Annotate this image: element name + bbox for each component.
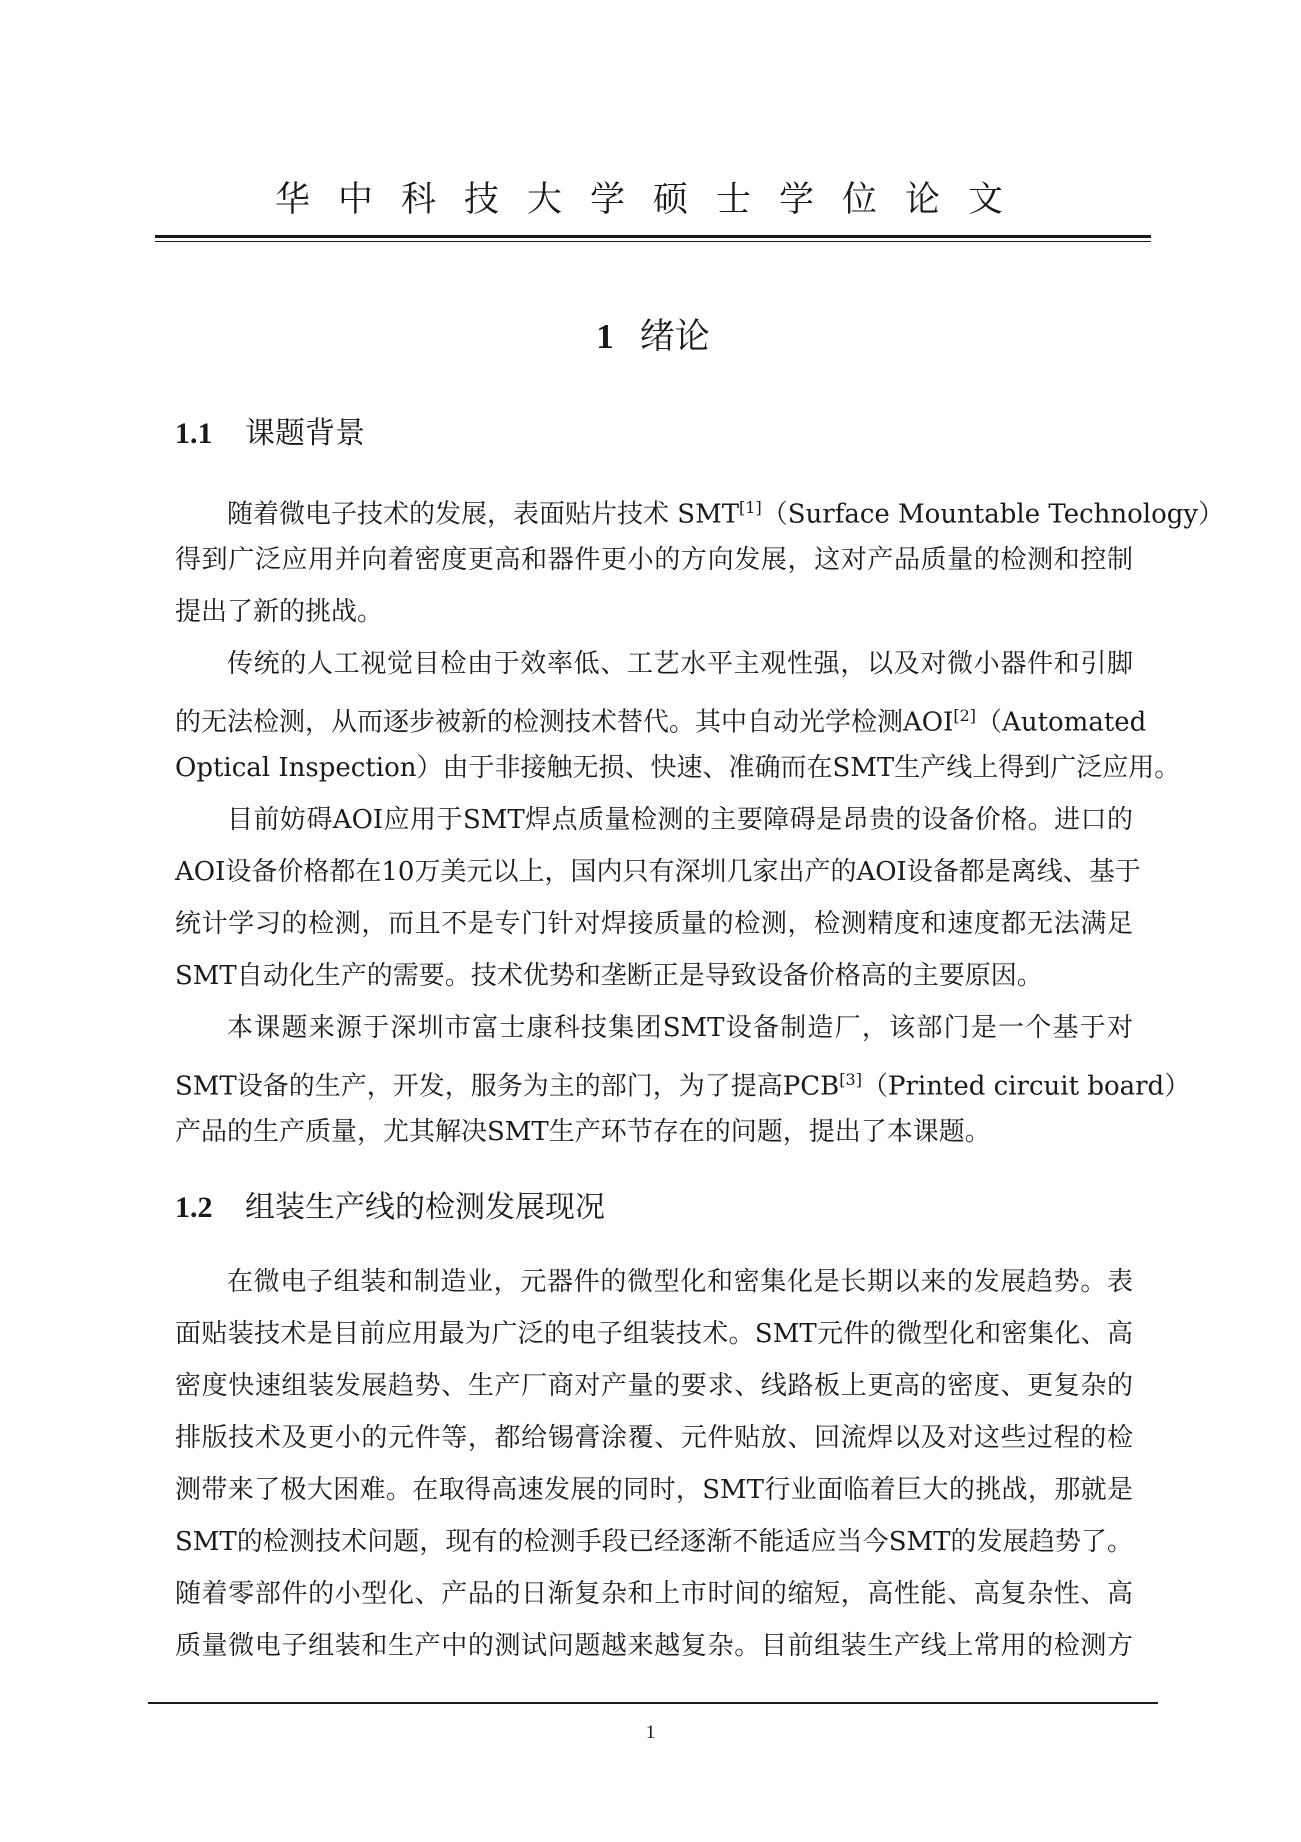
citation-marker: [3]	[839, 1070, 862, 1089]
paragraph-line: SMT自动化生产的需要。技术优势和垄断正是导致设备价格高的主要原因。	[175, 961, 1043, 991]
paragraph-line: Optical Inspection）由于非接触无损、快速、准确而在SMT生产线上得到广泛应用。	[175, 753, 1181, 783]
paragraph-line: 质量微电子组装和生产中的测试问题越来越复杂。目前组装生产线上常用的检测方	[175, 1631, 1133, 1661]
section-heading-1-2	[175, 1188, 605, 1228]
paragraph-line: 传统的人工视觉目检由于效率低、工艺水平主观性强，以及对微小器件和引脚	[227, 649, 1133, 679]
section-title: 课题背景	[245, 416, 365, 451]
section-title: 组装生产线的检测发展现况	[245, 1190, 605, 1225]
chapter-title	[155, 314, 1151, 360]
paragraph-line: 目前妨碍AOI应用于SMT焊点质量检测的主要障碍是昂贵的设备价格。进口的	[227, 805, 1133, 835]
header-rule-thick	[155, 235, 1151, 238]
chapter-title-text: 绪论	[639, 317, 710, 357]
citation-marker: [2]	[953, 706, 977, 725]
paragraph-line: SMT的检测技术问题，现有的检测手段已经逐渐不能适应当今SMT的发展趋势了。	[175, 1527, 1133, 1557]
page-number: 1	[645, 1722, 656, 1743]
paragraph-line: 得到广泛应用并向着密度更高和器件更小的方向发展，这对产品质量的检测和控制	[175, 545, 1133, 575]
paragraph-line: 统计学习的检测，而且不是专门针对焊接质量的检测，检测精度和速度都无法满足	[175, 909, 1133, 939]
paragraph-line: 排版技术及更小的元件等，都给锡膏涂覆、元件贴放、回流焊以及对这些过程的检	[175, 1423, 1133, 1453]
citation-marker: [1]	[739, 498, 762, 517]
paragraph-line: 测带来了极大困难。在取得高速发展的同时，SMT行业面临着巨大的挑战，那就是	[175, 1475, 1133, 1505]
paragraph-line: 产品的生产质量，尤其解决SMT生产环节存在的问题，提出了本课题。	[175, 1117, 991, 1147]
paragraph-line: 面贴装技术是目前应用最为广泛的电子组装技术。SMT元件的微型化和密集化、高	[175, 1319, 1133, 1349]
section-number: 1.1	[175, 417, 213, 450]
chapter-number: 1	[596, 317, 614, 356]
header-rule-thin	[155, 241, 1151, 242]
paragraph-line: 在微电子组装和制造业，元器件的微型化和密集化是长期以来的发展趋势。表	[227, 1267, 1133, 1297]
section-number: 1.2	[175, 1191, 213, 1224]
paragraph-line: 本课题来源于深圳市富士康科技集团SMT设备制造厂，该部门是一个基于对	[227, 1013, 1133, 1043]
paragraph-line: 密度快速组装发展趋势、生产厂商对产量的要求、线路板上更高的密度、更复杂的	[175, 1371, 1133, 1401]
paragraph-line: SMT设备的生产，开发，服务为主的部门，为了提高PCB[3]（Printed circuit board）	[175, 1070, 1191, 1102]
section-heading-1-1	[175, 414, 365, 454]
paragraph-line: 的无法检测，从而逐步被新的检测技术替代。其中自动光学检测AOI[2]（Automated	[175, 706, 1147, 738]
paragraph-line: 随着微电子技术的发展，表面贴片技术 SMT[1]（Surface Mountable Technology）	[227, 498, 1225, 530]
running-header: 华中科技大学硕士学位论文	[274, 180, 1031, 220]
footer-rule	[148, 1702, 1158, 1704]
paragraph-line: 随着零部件的小型化、产品的日渐复杂和上市时间的缩短，高性能、高复杂性、高	[175, 1579, 1133, 1609]
paragraph-line: 提出了新的挑战。	[175, 597, 384, 627]
paragraph-line: AOI设备价格都在10万美元以上，国内只有深圳几家出产的AOI设备都是离线、基于	[175, 857, 1141, 887]
